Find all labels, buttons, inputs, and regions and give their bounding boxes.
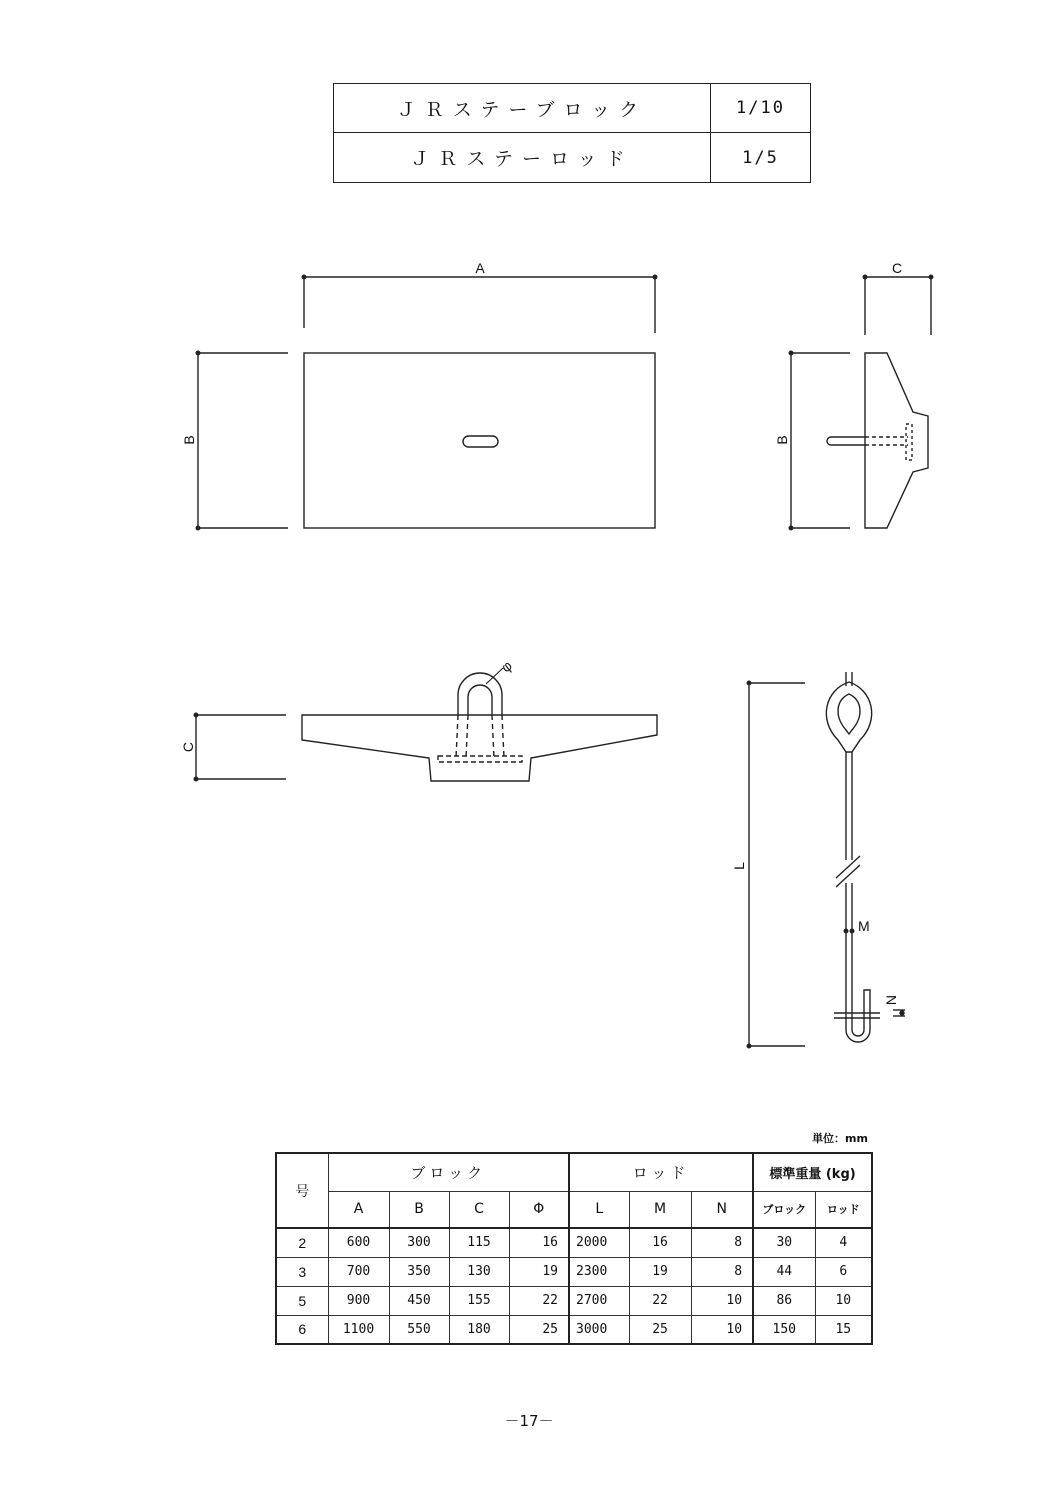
rod-view bbox=[826, 672, 905, 1042]
dimension-a bbox=[302, 275, 657, 333]
cell-n: 10 bbox=[691, 1286, 753, 1315]
scale-block: 1/10 bbox=[736, 98, 785, 118]
cell-c: 155 bbox=[449, 1286, 509, 1315]
cell-l: 3000 bbox=[569, 1315, 629, 1344]
cell-n: 8 bbox=[691, 1257, 753, 1286]
cell-phi: 19 bbox=[509, 1257, 569, 1286]
scale-rod: 1/5 bbox=[742, 147, 779, 168]
header-b: B bbox=[389, 1191, 449, 1228]
cell-phi: 25 bbox=[509, 1315, 569, 1344]
table-row bbox=[276, 1257, 872, 1286]
header-no: 号 bbox=[276, 1153, 328, 1228]
cell-a: 700 bbox=[328, 1257, 389, 1286]
header-sub-row bbox=[276, 1191, 872, 1228]
block-plan-view bbox=[304, 353, 655, 528]
cell-no: 2 bbox=[276, 1228, 328, 1257]
cell-b: 450 bbox=[389, 1286, 449, 1315]
label-a: A bbox=[475, 260, 485, 276]
cell-a: 600 bbox=[328, 1228, 389, 1257]
spec-table bbox=[275, 1152, 873, 1345]
cell-m: 16 bbox=[629, 1228, 691, 1257]
cell-weight-block: 44 bbox=[753, 1257, 815, 1286]
header-m: M bbox=[629, 1191, 691, 1228]
header-phi: Φ bbox=[509, 1191, 569, 1228]
cell-phi: 22 bbox=[509, 1286, 569, 1315]
cell-c: 180 bbox=[449, 1315, 509, 1344]
cell-b: 550 bbox=[389, 1315, 449, 1344]
cell-no: 5 bbox=[276, 1286, 328, 1315]
header-weight-block: ブロック bbox=[753, 1191, 815, 1228]
block-side-view bbox=[827, 353, 928, 528]
unit-label: 単位：mm bbox=[812, 1132, 868, 1145]
cell-m: 25 bbox=[629, 1315, 691, 1344]
cell-c: 115 bbox=[449, 1228, 509, 1257]
header-weight-rod: ロッド bbox=[815, 1191, 872, 1228]
cell-l: 2000 bbox=[569, 1228, 629, 1257]
label-b-side: B bbox=[774, 435, 790, 445]
dimension-l bbox=[747, 681, 805, 1048]
cell-phi: 16 bbox=[509, 1228, 569, 1257]
table-row bbox=[276, 1286, 872, 1315]
block-front-view bbox=[302, 668, 657, 781]
header-weight: 標準重量 (kg) bbox=[753, 1153, 872, 1191]
product-name-rod: ＪＲステーロッド bbox=[334, 133, 711, 182]
dimension-c-front bbox=[194, 713, 286, 781]
label-c-top: C bbox=[891, 260, 903, 276]
table-row bbox=[276, 1228, 872, 1257]
cell-weight-block: 150 bbox=[753, 1315, 815, 1344]
header-rod: ロッド bbox=[569, 1153, 753, 1191]
label-phi: φ bbox=[497, 657, 515, 676]
header-group-row bbox=[276, 1153, 872, 1191]
cell-weight-rod: 4 bbox=[815, 1228, 872, 1257]
label-c-front: C bbox=[180, 741, 196, 753]
dimension-b-side bbox=[789, 351, 850, 530]
header-n: N bbox=[691, 1191, 753, 1228]
cell-n: 10 bbox=[691, 1315, 753, 1344]
header-a: A bbox=[328, 1191, 389, 1228]
cell-no: 3 bbox=[276, 1257, 328, 1286]
label-l: L bbox=[731, 862, 747, 870]
cell-a: 1100 bbox=[328, 1315, 389, 1344]
cell-weight-block: 30 bbox=[753, 1228, 815, 1257]
cell-a: 900 bbox=[328, 1286, 389, 1315]
cell-n: 8 bbox=[691, 1228, 753, 1257]
cell-weight-rod: 6 bbox=[815, 1257, 872, 1286]
cell-b: 350 bbox=[389, 1257, 449, 1286]
dimension-b bbox=[196, 351, 288, 530]
label-b: B bbox=[181, 435, 197, 445]
label-n: N bbox=[883, 994, 899, 1006]
header-l: L bbox=[569, 1191, 629, 1228]
cell-m: 19 bbox=[629, 1257, 691, 1286]
page-number: －17－ bbox=[504, 1412, 554, 1430]
cell-weight-block: 86 bbox=[753, 1286, 815, 1315]
header-block: ブロック bbox=[328, 1153, 569, 1191]
dimension-c-top bbox=[863, 275, 933, 335]
cell-weight-rod: 15 bbox=[815, 1315, 872, 1344]
table-row bbox=[276, 1315, 872, 1344]
label-m: M bbox=[858, 918, 870, 934]
cell-m: 22 bbox=[629, 1286, 691, 1315]
cell-l: 2700 bbox=[569, 1286, 629, 1315]
product-name-block: ＪＲステーブロック bbox=[334, 84, 711, 132]
cell-l: 2300 bbox=[569, 1257, 629, 1286]
header-c: C bbox=[449, 1191, 509, 1228]
cell-c: 130 bbox=[449, 1257, 509, 1286]
cell-no: 6 bbox=[276, 1315, 328, 1344]
cell-weight-rod: 10 bbox=[815, 1286, 872, 1315]
cell-b: 300 bbox=[389, 1228, 449, 1257]
